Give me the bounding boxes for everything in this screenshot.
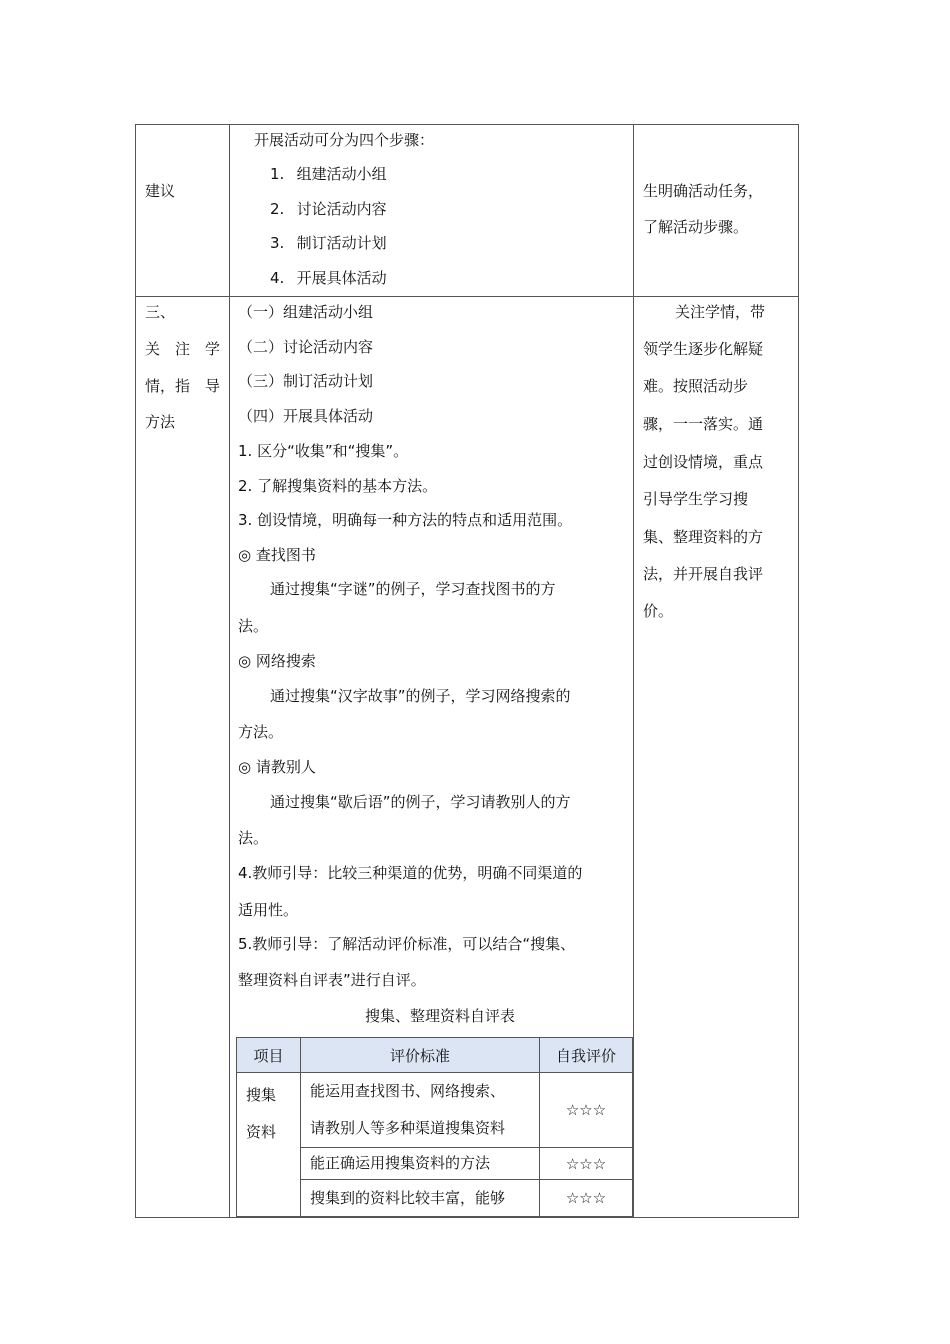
- row2-label-line: 方法: [145, 413, 176, 431]
- item-label-line: 搜集: [246, 1086, 277, 1104]
- content-line: （四）开展具体活动: [238, 407, 374, 425]
- step-item: 3. 制订活动计划: [270, 234, 387, 252]
- row2-note-line: 领学生逐步化解疑: [643, 340, 764, 358]
- content-line: 方法。: [238, 723, 284, 741]
- table-row: [237, 1073, 633, 1148]
- column-divider-2: [633, 124, 634, 1218]
- rating-stars: ☆☆☆: [540, 1180, 633, 1217]
- row2-label-line: 情，指 导: [145, 377, 221, 395]
- row2-note-line: 关注学情，带: [675, 303, 766, 321]
- criterion-line: 能正确运用搜集资料的方法: [310, 1154, 491, 1172]
- eval-table-header: [237, 1038, 633, 1073]
- step-item: 2. 讨论活动内容: [270, 200, 387, 218]
- row2-note-line: 骤，一一落实。通: [643, 415, 764, 433]
- row2-note-line: 难。按照活动步: [643, 377, 749, 395]
- content-line: 1. 区分“收集”和“搜集”。: [238, 442, 409, 460]
- content-line: 4.教师引导：比较三种渠道的优势，明确不同渠道的: [238, 864, 583, 882]
- row2-label-line: 关 注 学: [145, 340, 221, 358]
- row2-label-line: 三、: [145, 303, 176, 321]
- row2-note-line: 集、整理资料的方: [643, 528, 764, 546]
- content-line: 法。: [238, 829, 269, 847]
- column-divider-1: [229, 124, 230, 1218]
- content-line: 整理资料自评表”进行自评。: [238, 971, 426, 989]
- eval-table: [236, 1037, 633, 1217]
- row-divider: [135, 296, 799, 297]
- row1-note-line: 了解活动步骤。: [643, 218, 749, 236]
- rating-stars: ☆☆☆: [540, 1148, 633, 1180]
- rating-stars: ☆☆☆: [540, 1073, 633, 1148]
- item-label-line: 资料: [246, 1123, 277, 1141]
- content-line: （一）组建活动小组: [238, 303, 374, 321]
- row1-note-line: 生明确活动任务，: [643, 182, 764, 200]
- step-item: 1. 组建活动小组: [270, 165, 387, 183]
- header-rating: 自我评价: [540, 1038, 633, 1073]
- content-line: 适用性。: [238, 901, 299, 919]
- header-criteria: 评价标准: [301, 1038, 540, 1073]
- criterion-line: 能运用查找图书、网络搜索、: [310, 1082, 506, 1100]
- method-heading: ◎ 网络搜索: [238, 652, 316, 670]
- step-item: 4. 开展具体活动: [270, 269, 387, 287]
- row2-note-line: 价。: [643, 602, 674, 620]
- row2-note-line: 引导学生学习搜: [643, 490, 749, 508]
- method-heading: ◎ 查找图书: [238, 546, 316, 564]
- content-line: 通过搜集“字谜”的例子，学习查找图书的方: [270, 580, 556, 598]
- row2-note-line: 法，并开展自我评: [643, 565, 764, 583]
- row1-label: 建议: [145, 182, 176, 200]
- eval-table-caption: 搜集、整理资料自评表: [365, 1007, 516, 1025]
- criterion-line: 请教别人等多种渠道搜集资料: [310, 1119, 506, 1137]
- header-item: 项目: [237, 1038, 301, 1073]
- criterion-cell: [301, 1180, 540, 1217]
- content-line: 法。: [238, 617, 269, 635]
- content-line: （三）制订活动计划: [238, 372, 374, 390]
- content-line: 2. 了解搜集资料的基本方法。: [238, 477, 438, 495]
- item-cell: [237, 1073, 301, 1217]
- criterion-line: 搜集到的资料比较丰富，能够: [310, 1189, 506, 1207]
- criterion-cell: [301, 1148, 540, 1180]
- method-heading: ◎ 请教别人: [238, 758, 316, 776]
- content-line: 3. 创设情境，明确每一种方法的特点和适用范围。: [238, 511, 573, 529]
- criterion-cell: [301, 1073, 540, 1148]
- content-line: （二）讨论活动内容: [238, 338, 374, 356]
- content-line: 5.教师引导：了解活动评价标准，可以结合“搜集、: [238, 935, 576, 953]
- row2-note-line: 过创设情境，重点: [643, 453, 764, 471]
- row1-intro: 开展活动可分为四个步骤：: [254, 131, 435, 149]
- content-line: 通过搜集“歇后语”的例子，学习请教别人的方: [270, 793, 571, 811]
- content-line: 通过搜集“汉字故事”的例子，学习网络搜索的: [270, 687, 571, 705]
